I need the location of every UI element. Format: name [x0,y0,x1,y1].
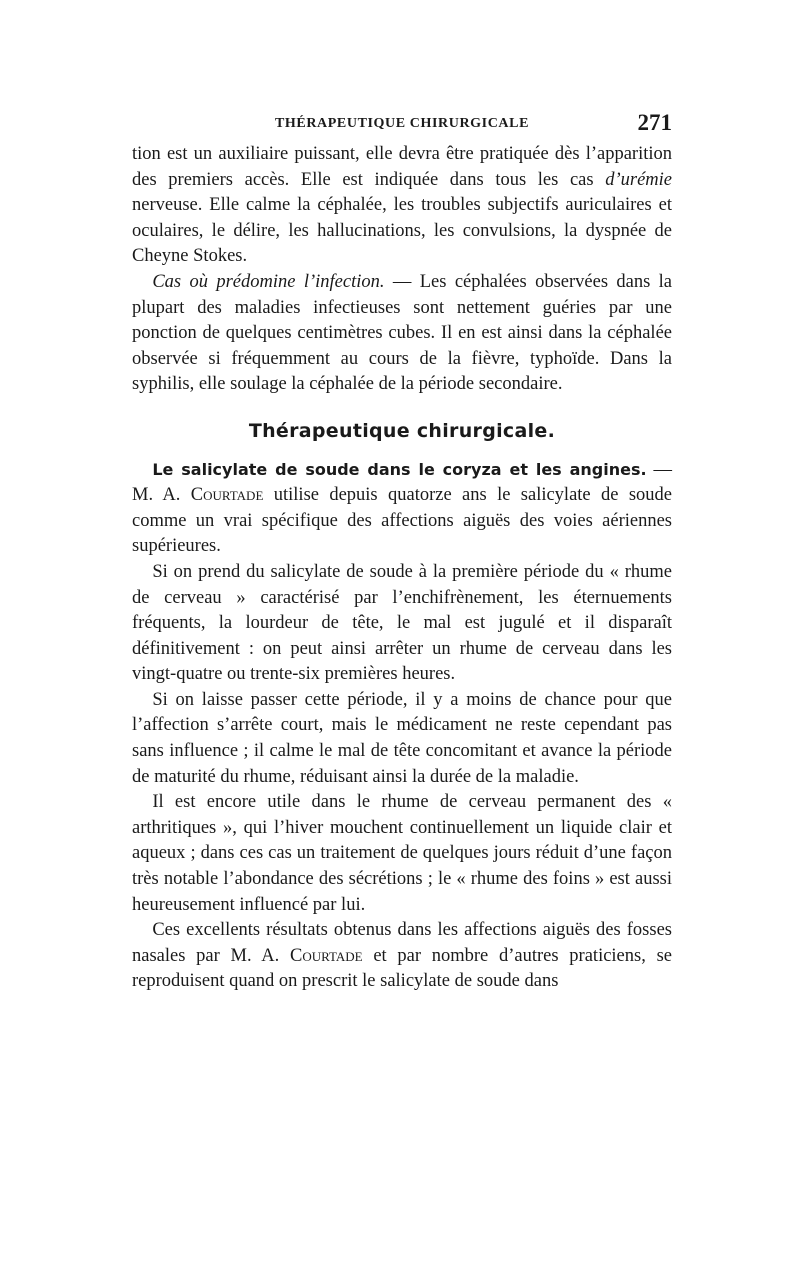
author-name: Courtade [190,485,264,506]
paragraph [132,142,672,270]
bold-lead: Le salicylate de soude dans le coryza et les angines. [152,459,647,479]
paragraph-text: et par nombre d’autres praticiens, se reproduisent quand on prescrit le salicylate de soude dans [132,945,672,992]
paragraph-text: tion est un auxiliaire puissant, elle devra être pratiquée dès l’apparition des premiers accès. Elle est indiquée dans tous les cas [132,144,672,190]
paragraph-text: Ces excellents résultats obtenus dans les affections aiguës des fosses nasales par M. A. [132,920,672,966]
paragraph-text: utilise depuis quatorze ans le salicylate de soude comme un vrai spécifique des affections aiguës des voies aériennes supérieures. [132,485,672,557]
author-name: Courtade [289,945,363,966]
section-title: Thérapeutique chirurgicale. [248,419,556,442]
running-title: THÉRAPEUTIQUE CHIRURGICALE [274,116,530,131]
paragraph-text: — M. A. [132,459,672,506]
book-page [132,112,672,995]
running-head [132,112,672,142]
paragraph [132,918,672,995]
paragraph: Si on prend du salicylate de soude à la première période du « rhume de cerveau » caractérisé par l’enchifrènement, les éternuements fréquents, la lourdeur de tête, le mal est jugulé et il disparaît définitivement : on peut ainsi arrêter un rhume de cerveau dans les vingt-quatre ou trente-six premières heures. [132,561,672,685]
page-number: 271 [637,110,672,135]
italic-subheading: Cas où prédomine l’infection. [152,271,385,292]
body-text [132,142,672,995]
paragraph: Il est encore utile dans le rhume de cerveau permanent des « arthritiques », qui l’hiver mouchent continuellement un liquide clair et aqueux ; dans ces cas un traitement de quelques jours réduit d’une façon très notable l’abondance des sécrétions ; le « rhume des foins » est aussi heureusement influencé par lui. [132,792,672,915]
italic-term: d’urémie [605,169,672,190]
paragraph-text: — Les céphalées observées dans la plupart des maladies infectieuses sont nettement guéries par une ponction de quelques centimètres cubes. Il en est ainsi dans la céphalée observée si fréquemment au cours de la fièvre, typhoïde. Dans la syphilis, elle soulage la céphalée de la période secondaire. [132,271,673,395]
paragraph-text: nerveuse. Elle calme la céphalée, les troubles subjectifs auriculaires et oculaires, le délire, les hallucinations, les convulsions, la dyspnée de Cheyne Stokes. [132,195,672,267]
paragraph [132,270,672,398]
paragraph [132,457,672,560]
paragraph: Si on laisse passer cette période, il y a moins de chance pour que l’affection s’arrête court, mais le médicament ne reste cependant pas sans influence ; il calme le mal de tête concomitant et avance la période de maturité du rhume, réduisant ainsi la durée de la maladie. [132,689,672,787]
